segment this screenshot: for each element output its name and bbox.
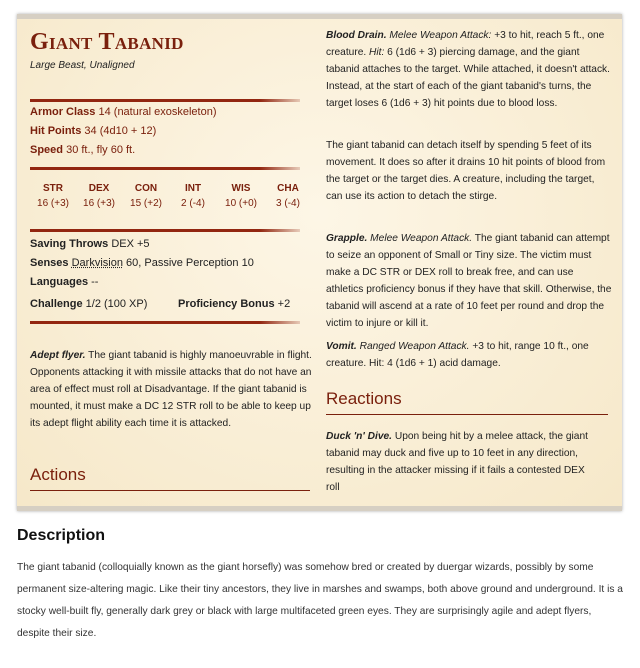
darkvision-link[interactable]: Darkvision: [71, 257, 123, 269]
ability-int: INT 2 (-4): [181, 183, 205, 209]
stat-block: [17, 14, 622, 511]
description-text: The giant tabanid (colloquially known as the giant horsefly) was somehow bred or created by duergar wizards, possibly by some permanent size-altering magic. Like their tiny ancestors, they live in marshes and swamps, both above ground and underground. It is a stocky well-built fly, generally dark grey or black with large multifaceted green eyes. They are surprisingly agile and adept flyers, despite their size.: [17, 562, 623, 639]
reaction-duck-n-dive: Duck 'n' Dive. Upon being hit by a melee attack, the giant tabanid may duck and five up to 10 feet in any direction, resulting in the attacker missing if it fails a contested DEX roll: [326, 431, 588, 493]
trait-adept-flyer: Adept flyer. The giant tabanid is highly manoeuvrable in flight. Opponents attacking it with missile attacks that do not have an area of effect must roll at Disadvantage. If the giant tabanid is mounted, it must make a DC 12 STR roll to be able to keep up its adept flight ability each time it is attacked.: [30, 350, 312, 429]
ability-con: CON 15 (+2): [130, 183, 162, 209]
proficiency-bonus: Proficiency Bonus +2: [178, 298, 291, 310]
armor-class-value: 14 (natural exoskeleton): [98, 106, 217, 118]
action-grapple: Grapple. Melee Weapon Attack. The giant tabanid can attempt to seize an opponent of Small or Tiny size. The victim must make a DC STR or DEX roll to break free, and can use athletics proficiency bonus if they have that skill. Otherwise, the tabanid will ascend at a rate of 10 feet per round and drop the victim to injure or kill it.: [326, 233, 612, 329]
speed-value: 30 ft., fly 60 ft.: [66, 144, 136, 156]
hit-points: [30, 125, 156, 137]
armor-class-label: Armor Class: [30, 106, 96, 118]
reactions-rule: [326, 414, 608, 415]
divider: [30, 229, 300, 232]
speed: [30, 144, 135, 156]
armor-class: [30, 106, 217, 118]
saving-throws: Saving Throws DEX +5: [30, 238, 150, 250]
senses: Senses Darkvision 60, Passive Perception 10: [30, 257, 254, 269]
ability-str: STR 16 (+3): [37, 183, 69, 209]
action-detach: The giant tabanid can detach itself by spending 5 feet of its movement. It does so after it drains 10 hit points of blood from the target or the target dies. A creature, including the target, can use its action to detach the stirge.: [326, 140, 606, 202]
actions-rule: [30, 490, 310, 491]
monster-name: Giant Tabanid: [30, 29, 184, 55]
reactions-heading: Reactions: [326, 389, 402, 408]
divider: [30, 321, 300, 324]
divider: [30, 99, 300, 102]
ability-dex: DEX 16 (+3): [83, 183, 115, 209]
action-blood-drain: Blood Drain. Melee Weapon Attack: +3 to hit, reach 5 ft., one creature. Hit: 6 (1d6 + 3) piercing damage, and the giant tabanid attaches to the target. While attached, it doesn't attack. Instead, at the start of each of the giant tabanid's turns, the target loses 6 (1d6 + 3) hit points due to blood loss.: [326, 30, 610, 109]
speed-label: Speed: [30, 144, 64, 156]
ability-wis: WIS 10 (+0): [225, 183, 257, 209]
languages: Languages --: [30, 276, 99, 288]
ability-cha: CHA 3 (-4): [276, 183, 300, 209]
monster-meta: Large Beast, Unaligned: [30, 60, 135, 71]
actions-heading: Actions: [30, 465, 86, 484]
description-title: Description: [17, 527, 106, 544]
hit-points-label: Hit Points: [30, 125, 82, 137]
challenge: Challenge 1/2 (100 XP): [30, 298, 148, 310]
divider: [30, 167, 300, 170]
hit-points-value: 34 (4d10 + 12): [84, 125, 157, 137]
action-vomit: Vomit. Ranged Weapon Attack. +3 to hit, range 10 ft., one creature. Hit: 4 (1d6 + 1) acid damage.: [326, 341, 589, 369]
